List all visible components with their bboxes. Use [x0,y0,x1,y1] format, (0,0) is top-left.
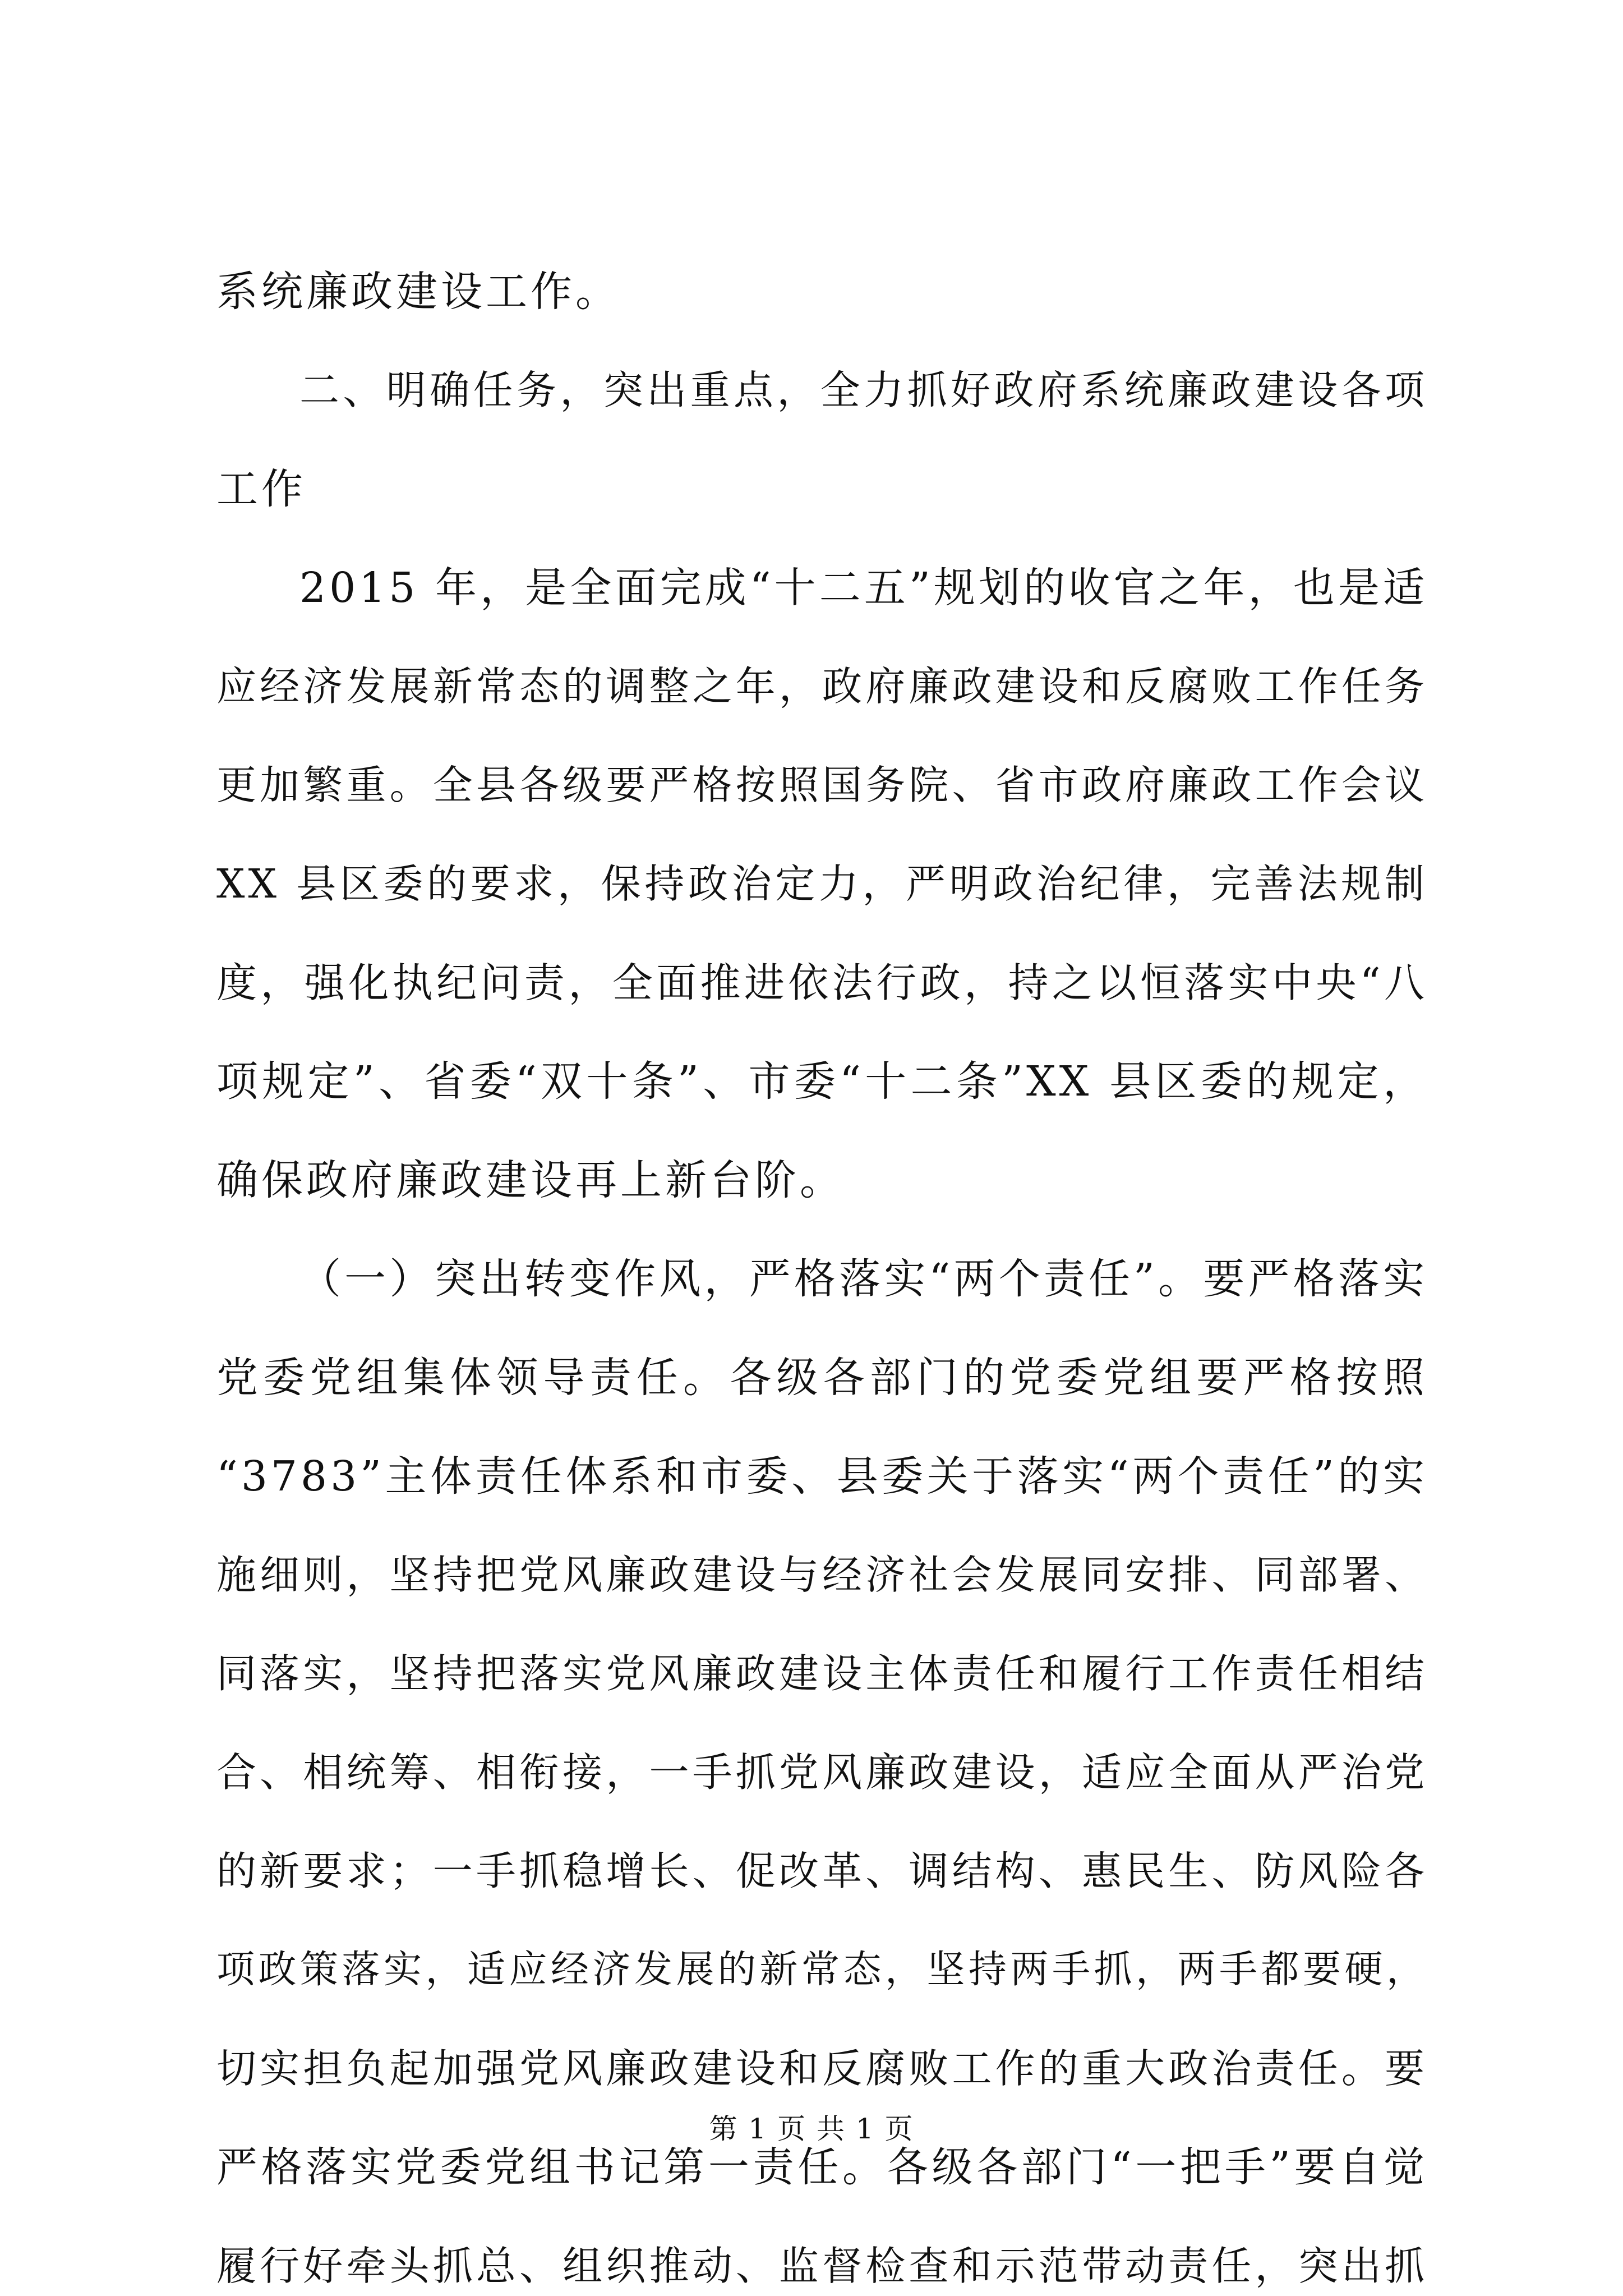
page-footer: 第 1 页 共 1 页 [709,2113,914,2145]
text-line: 的新要求；一手抓稳增长、促改革、调结构、惠民生、防风险各 [216,1848,1428,1894]
text-line: 履行好牵头抓总、组织推动、监督检查和示范带动责任，突出抓 [216,2243,1428,2289]
text-line: 项规定”、省委“双十条”、市委“十二条”XX 县区委的规定， [216,1057,1428,1106]
text-line: 更加繁重。全县各级要严格按照国务院、省市政府廉政工作会议 [216,762,1428,808]
text-line: XX 县区委的要求，保持政治定力，严明政治纪律，完善法规制 [216,861,1428,907]
text-line: 度，强化执纪问责，全面推进依法行政，持之以恒落实中央“八 [216,959,1428,1006]
section-heading-line: 工作 [216,465,306,513]
text-line: 党委党组集体领导责任。各级各部门的党委党组要严格按照 [216,1354,1428,1402]
text-line: 确保政府廉政建设再上新台阶。 [216,1156,845,1204]
text-line: 合、相统筹、相衔接，一手抓党风廉政建设，适应全面从严治党 [216,1749,1428,1796]
text-line: 施细则，坚持把党风廉政建设与经济社会发展同安排、同部署、 [216,1552,1428,1598]
text-line: 同落实，坚持把落实党风廉政建设主体责任和履行工作责任相结 [216,1650,1428,1697]
text-line: 系统廉政建设工作。 [216,268,620,316]
text-line: 切实担负起加强党风廉政建设和反腐败工作的重大政治责任。要 [216,2045,1428,2092]
text-line: 项政策落实，适应经济发展的新常态，坚持两手抓，两手都要硬， [216,1948,1428,1992]
text-line: 应经济发展新常态的调整之年，政府廉政建设和反腐败工作任务 [216,663,1428,710]
text-line: 严格落实党委党组书记第一责任。各级各部门“一把手”要自觉 [216,2143,1428,2191]
section-heading-line: 二、明确任务，突出重点，全力抓好政府系统廉政建设各项 [299,367,1428,413]
text-line: “3783”主体责任体系和市委、县委关于落实“两个责任”的实 [216,1452,1428,1501]
text-line: （一）突出转变作风，严格落实“两个责任”。要严格落实 [299,1255,1428,1303]
text-line: 2015 年，是全面完成“十二五”规划的收官之年，也是适 [299,564,1428,612]
